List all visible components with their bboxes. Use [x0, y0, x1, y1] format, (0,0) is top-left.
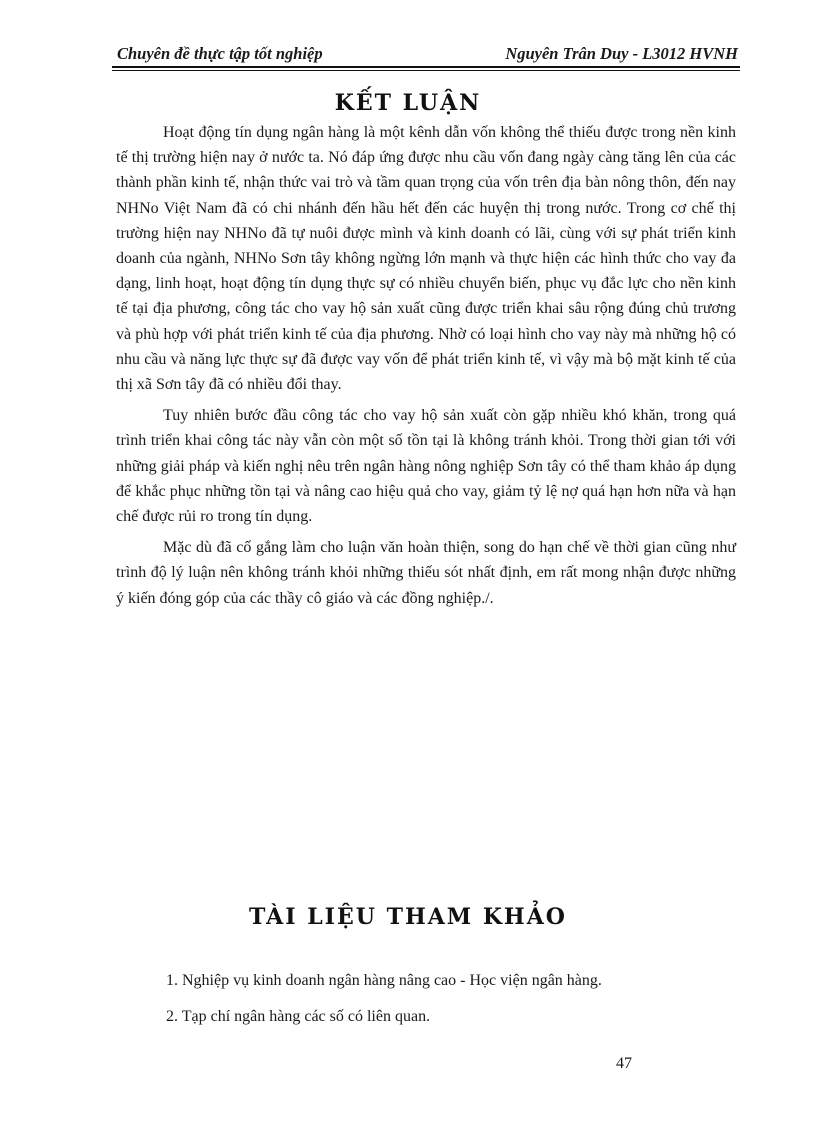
- page-number: 47: [616, 1055, 632, 1072]
- references-list: [166, 971, 736, 1043]
- reference-item: 1. Nghiệp vụ kinh doanh ngân hàng nâng cao - Học viện ngân hàng.: [166, 972, 602, 989]
- header-rule-thick: [112, 66, 740, 68]
- conclusion-body: [116, 120, 736, 617]
- header-rule-thin: [112, 70, 740, 71]
- header-right-text: Nguyên Trân Duy - L3012 HVNH: [505, 44, 738, 63]
- references-title: TÀI LIỆU THAM KHẢO: [249, 904, 567, 930]
- conclusion-title: KẾT LUẬN: [334, 90, 482, 116]
- conclusion-paragraph: Tuy nhiên bước đầu công tác cho vay hộ sản xuất còn gặp nhiều khó khăn, trong quá trình triển khai công tác này vẫn còn một số tồn tại là không tránh khỏi. Trong thời gian tới với những giải pháp và kiến nghị nêu trên ngân hàng nông nghiệp Sơn tây có thể tham khảo áp dụng để khắc phục những tồn tại và nâng cao hiệu quả cho vay, giảm tỷ lệ nợ quá hạn hơn nữa và hạn chế được rủi ro trong tín dụng.: [116, 407, 736, 526]
- conclusion-paragraph: Mặc dù đã cố gắng làm cho luận văn hoàn thiện, song do hạn chế về thời gian cũng như trình độ lý luận nên không tránh khỏi những thiếu sót nhất định, em rất mong nhận được những ý kiến đóng góp của các thầy cô giáo và các đồng nghiệp./.: [116, 539, 736, 607]
- conclusion-paragraph: Hoạt động tín dụng ngân hàng là một kênh dẫn vốn không thể thiếu được trong nền kinh tế thị trường hiện nay ở nước ta. Nó đáp ứng được nhu cầu vốn đang ngày càng tăng lên của các thành phần kinh tế, nhận thức vai trò và tầm quan trọng của vốn trên địa bàn nông thôn, đến nay NHNo Việt Nam đã có chi nhánh đến hầu hết đến các huyện thị trong nước. Trong cơ chế thị trường hiện nay NHNo đã tự nuôi được mình và kinh doanh có lãi, cùng với sự phát triển kinh doanh của ngành, NHNo Sơn tây không ngừng lớn mạnh và thực hiện các hình thức cho vay đa dạng, linh hoạt, hoạt động tín dụng thực sự có nhiều chuyển biến, phục vụ đắc lực cho nền kinh tế tại địa phương, công tác cho vay hộ sản xuất cũng được triển khai sâu rộng đúng chủ trương và phù hợp với phát triển kinh tế của địa phương. Nhờ có loại hình cho vay này mà những hộ có nhu cầu và năng lực thực sự đã được vay vốn để phát triển kinh tế, vì vậy mà bộ mặt kinh tế của thị xã Sơn tây đã có nhiều đổi thay.: [116, 124, 736, 394]
- page-header: [112, 42, 740, 66]
- header-left-text: Chuyên đề thực tập tốt nghiệp: [117, 44, 323, 63]
- reference-item: 2. Tạp chí ngân hàng các số có liên quan.: [166, 1008, 431, 1025]
